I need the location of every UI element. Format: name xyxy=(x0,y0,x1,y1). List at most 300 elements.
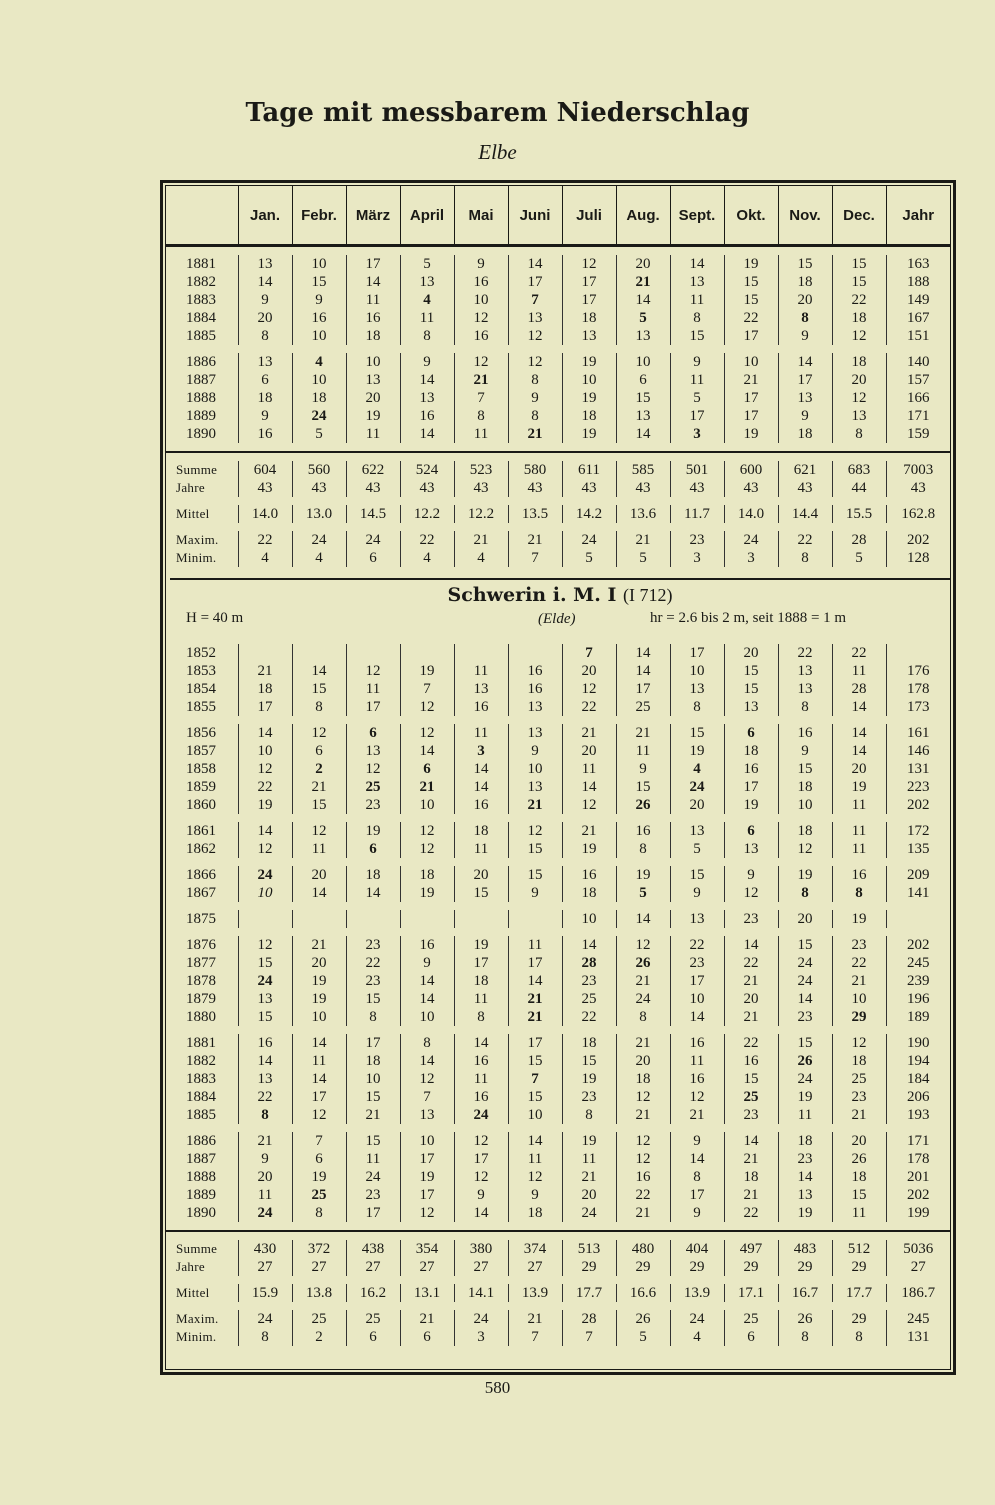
table-row xyxy=(166,371,950,389)
year-cell: 1879 xyxy=(186,991,216,1007)
value-cell: 22 xyxy=(724,1034,778,1052)
value-cell: 24 xyxy=(616,990,670,1008)
value-cell: 22 xyxy=(724,1204,778,1222)
table-row xyxy=(166,255,950,273)
value-cell: 12 xyxy=(292,822,346,840)
value-cell: 8 xyxy=(778,309,832,327)
value-cell: 12 xyxy=(832,1034,886,1052)
stats-value: 4 xyxy=(238,549,292,567)
value-cell: 24 xyxy=(292,407,346,425)
value-cell: 15 xyxy=(508,1052,562,1070)
schwerin-table xyxy=(166,636,950,1346)
year-cell: 1885 xyxy=(186,1107,216,1123)
value-cell: 8 xyxy=(454,1008,508,1026)
header-year-total: Jahr xyxy=(886,186,950,246)
stats-value: 29 xyxy=(832,1258,886,1276)
value-cell: 18 xyxy=(562,407,616,425)
value-cell: 3 xyxy=(454,742,508,760)
stats-value: 8 xyxy=(238,1328,292,1346)
value-cell: 17 xyxy=(724,778,778,796)
stats-value: 28 xyxy=(832,531,886,549)
value-cell: 17 xyxy=(562,291,616,309)
year-total-cell: 172 xyxy=(886,822,950,840)
year-total-cell: 146 xyxy=(886,742,950,760)
value-cell: 13 xyxy=(670,273,724,291)
value-cell: 6 xyxy=(292,742,346,760)
stats-row xyxy=(166,1258,950,1276)
value-cell: 23 xyxy=(778,1008,832,1026)
stats-value: 5 xyxy=(832,549,886,567)
value-cell: 15 xyxy=(616,389,670,407)
value-cell: 17 xyxy=(724,407,778,425)
value-cell: 15 xyxy=(670,724,724,742)
value-cell: 14 xyxy=(724,936,778,954)
header-month: Juli xyxy=(562,186,616,246)
value-cell: 25 xyxy=(616,698,670,716)
value-cell: 17 xyxy=(454,1150,508,1168)
gauge-height-note: hr = 2.6 bis 2 m, seit 1888 = 1 m xyxy=(650,610,847,626)
station-name-line xyxy=(170,584,950,606)
stats-row xyxy=(166,1284,950,1302)
stats-value: 27 xyxy=(400,1258,454,1276)
value-cell: 5 xyxy=(670,840,724,858)
station-name: Schwerin i. M. I xyxy=(447,584,617,606)
value-cell: 5 xyxy=(616,309,670,327)
stats-value: 43 xyxy=(454,479,508,497)
value-cell: 6 xyxy=(292,1150,346,1168)
value-cell: 18 xyxy=(778,778,832,796)
year-total-cell: 176 xyxy=(886,662,950,680)
value-cell: 13 xyxy=(778,662,832,680)
stats-row xyxy=(166,479,950,497)
value-cell: 8 xyxy=(508,407,562,425)
value-cell: 12 xyxy=(832,389,886,407)
stats-value: 43 xyxy=(562,479,616,497)
value-cell: 19 xyxy=(832,778,886,796)
table-row xyxy=(166,884,950,902)
stats-value: 21 xyxy=(454,531,508,549)
value-cell: 23 xyxy=(562,1088,616,1106)
value-cell: 16 xyxy=(400,407,454,425)
value-cell: 16 xyxy=(238,425,292,443)
stats-spacer xyxy=(166,1276,950,1284)
value-cell: 16 xyxy=(346,309,400,327)
value-cell: 22 xyxy=(562,1008,616,1026)
stats-value: 430 xyxy=(238,1240,292,1258)
stats-label: Minim. xyxy=(176,1329,217,1344)
year-total-cell: 201 xyxy=(886,1168,950,1186)
value-cell: 9 xyxy=(508,1186,562,1204)
stats-value: 5036 xyxy=(886,1240,950,1258)
year-total-cell: 141 xyxy=(886,884,950,902)
value-cell: 19 xyxy=(562,425,616,443)
value-cell: 11 xyxy=(832,840,886,858)
value-cell: 17 xyxy=(508,954,562,972)
stats-value: 600 xyxy=(724,461,778,479)
value-cell: 16 xyxy=(400,936,454,954)
value-cell xyxy=(508,910,562,928)
stats-value: 29 xyxy=(562,1258,616,1276)
stats-value: 7 xyxy=(562,1328,616,1346)
value-cell: 12 xyxy=(562,796,616,814)
stats-value: 43 xyxy=(508,479,562,497)
value-cell: 23 xyxy=(832,1088,886,1106)
value-cell xyxy=(508,644,562,662)
year-total-cell: 167 xyxy=(886,309,950,327)
value-cell: 21 xyxy=(400,778,454,796)
station-code: (I 712) xyxy=(622,585,673,605)
stats-value: 24 xyxy=(238,1310,292,1328)
year-cell: 1889 xyxy=(186,1187,216,1203)
value-cell: 13 xyxy=(724,698,778,716)
value-cell: 19 xyxy=(778,866,832,884)
year-total-cell: 199 xyxy=(886,1204,950,1222)
value-cell: 7 xyxy=(400,1088,454,1106)
value-cell: 15 xyxy=(670,866,724,884)
value-cell: 26 xyxy=(616,796,670,814)
value-cell: 8 xyxy=(670,698,724,716)
value-cell: 11 xyxy=(292,1052,346,1070)
header-month: Nov. xyxy=(778,186,832,246)
stats-value: 27 xyxy=(886,1258,950,1276)
value-cell: 21 xyxy=(292,778,346,796)
value-cell: 10 xyxy=(238,742,292,760)
stats-value: 524 xyxy=(400,461,454,479)
value-cell: 12 xyxy=(346,662,400,680)
value-cell: 12 xyxy=(400,1070,454,1088)
table-row xyxy=(166,990,950,1008)
value-cell: 15 xyxy=(454,884,508,902)
value-cell: 20 xyxy=(292,954,346,972)
value-cell: 12 xyxy=(454,353,508,371)
value-cell: 21 xyxy=(832,1106,886,1124)
value-cell: 14 xyxy=(778,1168,832,1186)
table-row xyxy=(166,644,950,662)
value-cell: 15 xyxy=(346,1132,400,1150)
stats-label: Minim. xyxy=(176,550,217,565)
value-cell: 16 xyxy=(454,1052,508,1070)
stats-value: 374 xyxy=(508,1240,562,1258)
value-cell: 10 xyxy=(238,884,292,902)
value-cell: 26 xyxy=(778,1052,832,1070)
value-cell: 4 xyxy=(670,760,724,778)
value-cell: 25 xyxy=(832,1070,886,1088)
value-cell: 20 xyxy=(238,1168,292,1186)
value-cell: 14 xyxy=(616,425,670,443)
year-cell: 1883 xyxy=(186,292,216,308)
value-cell: 14 xyxy=(400,371,454,389)
value-cell: 2 xyxy=(292,760,346,778)
value-cell: 19 xyxy=(292,972,346,990)
value-cell: 12 xyxy=(346,760,400,778)
stats-value: 17.7 xyxy=(832,1284,886,1302)
value-cell: 14 xyxy=(832,742,886,760)
value-cell: 19 xyxy=(724,255,778,273)
table-row xyxy=(166,327,950,345)
value-cell: 21 xyxy=(292,936,346,954)
group-spacer xyxy=(166,858,950,866)
value-cell: 18 xyxy=(778,822,832,840)
stats-value: 611 xyxy=(562,461,616,479)
value-cell: 7 xyxy=(508,1070,562,1088)
year-total-cell: 194 xyxy=(886,1052,950,1070)
value-cell: 15 xyxy=(562,1052,616,1070)
year-total-cell: 202 xyxy=(886,936,950,954)
table-row xyxy=(166,1088,950,1106)
stats-value: 14.1 xyxy=(454,1284,508,1302)
stats-value: 26 xyxy=(616,1310,670,1328)
stats-value: 25 xyxy=(724,1310,778,1328)
value-cell: 13 xyxy=(400,1106,454,1124)
stats-value: 483 xyxy=(778,1240,832,1258)
value-cell: 18 xyxy=(454,972,508,990)
stats-value: 43 xyxy=(400,479,454,497)
year-total-cell xyxy=(886,644,950,662)
value-cell: 16 xyxy=(670,1070,724,1088)
value-cell: 21 xyxy=(616,1034,670,1052)
value-cell: 22 xyxy=(724,954,778,972)
value-cell: 19 xyxy=(400,1168,454,1186)
elbe-table-body xyxy=(166,246,950,568)
value-cell: 8 xyxy=(616,1008,670,1026)
group-spacer xyxy=(166,1232,950,1240)
year-cell: 1884 xyxy=(186,310,216,326)
value-cell: 9 xyxy=(778,742,832,760)
value-cell: 19 xyxy=(346,407,400,425)
value-cell: 21 xyxy=(508,990,562,1008)
year-cell: 1882 xyxy=(186,1053,216,1069)
header-month: Dec. xyxy=(832,186,886,246)
value-cell: 14 xyxy=(616,662,670,680)
table-row xyxy=(166,1150,950,1168)
value-cell xyxy=(400,910,454,928)
value-cell: 14 xyxy=(670,1150,724,1168)
value-cell: 15 xyxy=(616,778,670,796)
value-cell: 19 xyxy=(238,796,292,814)
value-cell: 18 xyxy=(346,327,400,345)
year-cell: 1862 xyxy=(186,841,216,857)
value-cell: 11 xyxy=(454,990,508,1008)
value-cell: 25 xyxy=(292,1186,346,1204)
value-cell: 6 xyxy=(346,724,400,742)
value-cell: 24 xyxy=(670,778,724,796)
table-row xyxy=(166,866,950,884)
value-cell: 9 xyxy=(670,1204,724,1222)
value-cell: 14 xyxy=(400,990,454,1008)
group-spacer xyxy=(166,345,950,353)
value-cell: 15 xyxy=(778,936,832,954)
stats-value: 7 xyxy=(508,549,562,567)
stats-row xyxy=(166,505,950,523)
value-cell: 8 xyxy=(238,327,292,345)
value-cell: 21 xyxy=(508,1008,562,1026)
header-month: Aug. xyxy=(616,186,670,246)
value-cell: 14 xyxy=(238,1052,292,1070)
value-cell: 17 xyxy=(346,255,400,273)
table-row xyxy=(166,1186,950,1204)
value-cell: 10 xyxy=(346,353,400,371)
stats-value: 27 xyxy=(508,1258,562,1276)
value-cell: 16 xyxy=(454,796,508,814)
value-cell: 6 xyxy=(346,840,400,858)
value-cell: 10 xyxy=(616,353,670,371)
value-cell: 8 xyxy=(292,1204,346,1222)
value-cell: 11 xyxy=(670,291,724,309)
value-cell: 8 xyxy=(562,1106,616,1124)
group-spacer xyxy=(166,1124,950,1132)
stats-value: 404 xyxy=(670,1240,724,1258)
stats-row xyxy=(166,1240,950,1258)
table-row xyxy=(166,1008,950,1026)
stats-value: 523 xyxy=(454,461,508,479)
value-cell: 20 xyxy=(238,309,292,327)
stats-value: 7003 xyxy=(886,461,950,479)
value-cell: 14 xyxy=(400,1052,454,1070)
value-cell: 24 xyxy=(778,954,832,972)
value-cell: 15 xyxy=(346,990,400,1008)
value-cell: 20 xyxy=(724,990,778,1008)
table-row xyxy=(166,698,950,716)
year-total-cell: 184 xyxy=(886,1070,950,1088)
value-cell: 17 xyxy=(346,698,400,716)
stats-value: 29 xyxy=(616,1258,670,1276)
value-cell: 12 xyxy=(454,309,508,327)
stats-value: 21 xyxy=(508,1310,562,1328)
stats-value: 14.4 xyxy=(778,505,832,523)
value-cell: 15 xyxy=(724,662,778,680)
value-cell: 21 xyxy=(724,972,778,990)
year-total-cell: 202 xyxy=(886,796,950,814)
value-cell: 12 xyxy=(454,1168,508,1186)
stats-value: 372 xyxy=(292,1240,346,1258)
value-cell: 10 xyxy=(562,371,616,389)
value-cell: 9 xyxy=(400,954,454,972)
value-cell: 11 xyxy=(346,425,400,443)
schwerin-table-body xyxy=(166,636,950,1346)
stats-value: 186.7 xyxy=(886,1284,950,1302)
stats-value: 43 xyxy=(292,479,346,497)
value-cell: 16 xyxy=(616,822,670,840)
header-month: Jan. xyxy=(238,186,292,246)
year-cell: 1882 xyxy=(186,274,216,290)
stats-value: 560 xyxy=(292,461,346,479)
value-cell: 10 xyxy=(454,291,508,309)
value-cell xyxy=(238,644,292,662)
table-row xyxy=(166,778,950,796)
stats-value: 354 xyxy=(400,1240,454,1258)
stats-value: 13.1 xyxy=(400,1284,454,1302)
value-cell: 28 xyxy=(562,954,616,972)
value-cell: 13 xyxy=(724,840,778,858)
stats-value: 14.0 xyxy=(238,505,292,523)
value-cell: 24 xyxy=(346,1168,400,1186)
stats-value: 22 xyxy=(778,531,832,549)
stats-value: 4 xyxy=(292,549,346,567)
value-cell: 11 xyxy=(292,840,346,858)
value-cell: 13 xyxy=(238,1070,292,1088)
value-cell: 26 xyxy=(832,1150,886,1168)
stats-value: 8 xyxy=(778,1328,832,1346)
table-row xyxy=(166,1204,950,1222)
value-cell: 18 xyxy=(778,273,832,291)
value-cell: 7 xyxy=(508,291,562,309)
group-spacer xyxy=(166,246,950,256)
stats-value: 480 xyxy=(616,1240,670,1258)
value-cell xyxy=(400,644,454,662)
year-cell: 1884 xyxy=(186,1089,216,1105)
value-cell: 13 xyxy=(238,353,292,371)
stats-value: 43 xyxy=(616,479,670,497)
value-cell: 21 xyxy=(616,1204,670,1222)
group-spacer xyxy=(166,636,950,644)
value-cell: 10 xyxy=(292,371,346,389)
value-cell: 3 xyxy=(670,425,724,443)
table-row xyxy=(166,1070,950,1088)
year-total-cell: 178 xyxy=(886,680,950,698)
value-cell: 12 xyxy=(400,724,454,742)
station-river: (Elde) xyxy=(538,611,576,627)
table-row xyxy=(166,1052,950,1070)
stats-value: 27 xyxy=(346,1258,400,1276)
stats-row xyxy=(166,1310,950,1328)
value-cell: 14 xyxy=(292,884,346,902)
value-cell: 15 xyxy=(778,1034,832,1052)
value-cell: 4 xyxy=(292,353,346,371)
value-cell: 11 xyxy=(508,936,562,954)
value-cell: 12 xyxy=(238,760,292,778)
value-cell: 10 xyxy=(400,796,454,814)
value-cell: 18 xyxy=(832,309,886,327)
stats-value: 245 xyxy=(886,1310,950,1328)
stats-value: 131 xyxy=(886,1328,950,1346)
year-cell: 1881 xyxy=(186,256,216,272)
value-cell: 19 xyxy=(346,822,400,840)
value-cell: 19 xyxy=(562,389,616,407)
value-cell: 13 xyxy=(346,371,400,389)
value-cell: 18 xyxy=(454,822,508,840)
table-row xyxy=(166,291,950,309)
stats-label: Summe xyxy=(176,1241,218,1256)
value-cell: 18 xyxy=(562,309,616,327)
value-cell: 13 xyxy=(454,680,508,698)
value-cell: 19 xyxy=(562,1070,616,1088)
value-cell: 11 xyxy=(346,680,400,698)
header-month: April xyxy=(400,186,454,246)
value-cell xyxy=(346,910,400,928)
value-cell: 18 xyxy=(562,1034,616,1052)
table-row xyxy=(166,742,950,760)
stats-label: Summe xyxy=(176,462,218,477)
value-cell: 24 xyxy=(778,1070,832,1088)
value-cell: 25 xyxy=(346,778,400,796)
stats-value: 15.5 xyxy=(832,505,886,523)
value-cell: 16 xyxy=(670,1034,724,1052)
year-total-cell: 189 xyxy=(886,1008,950,1026)
stats-label: Jahre xyxy=(176,1259,205,1274)
value-cell: 5 xyxy=(616,884,670,902)
year-cell: 1885 xyxy=(186,328,216,344)
value-cell: 21 xyxy=(724,1150,778,1168)
year-cell: 1877 xyxy=(186,955,216,971)
value-cell: 23 xyxy=(346,936,400,954)
value-cell: 20 xyxy=(454,866,508,884)
year-total-cell: 161 xyxy=(886,724,950,742)
value-cell: 18 xyxy=(832,1168,886,1186)
value-cell: 13 xyxy=(400,389,454,407)
value-cell: 17 xyxy=(346,1204,400,1222)
year-cell: 1860 xyxy=(186,797,216,813)
value-cell: 22 xyxy=(724,309,778,327)
